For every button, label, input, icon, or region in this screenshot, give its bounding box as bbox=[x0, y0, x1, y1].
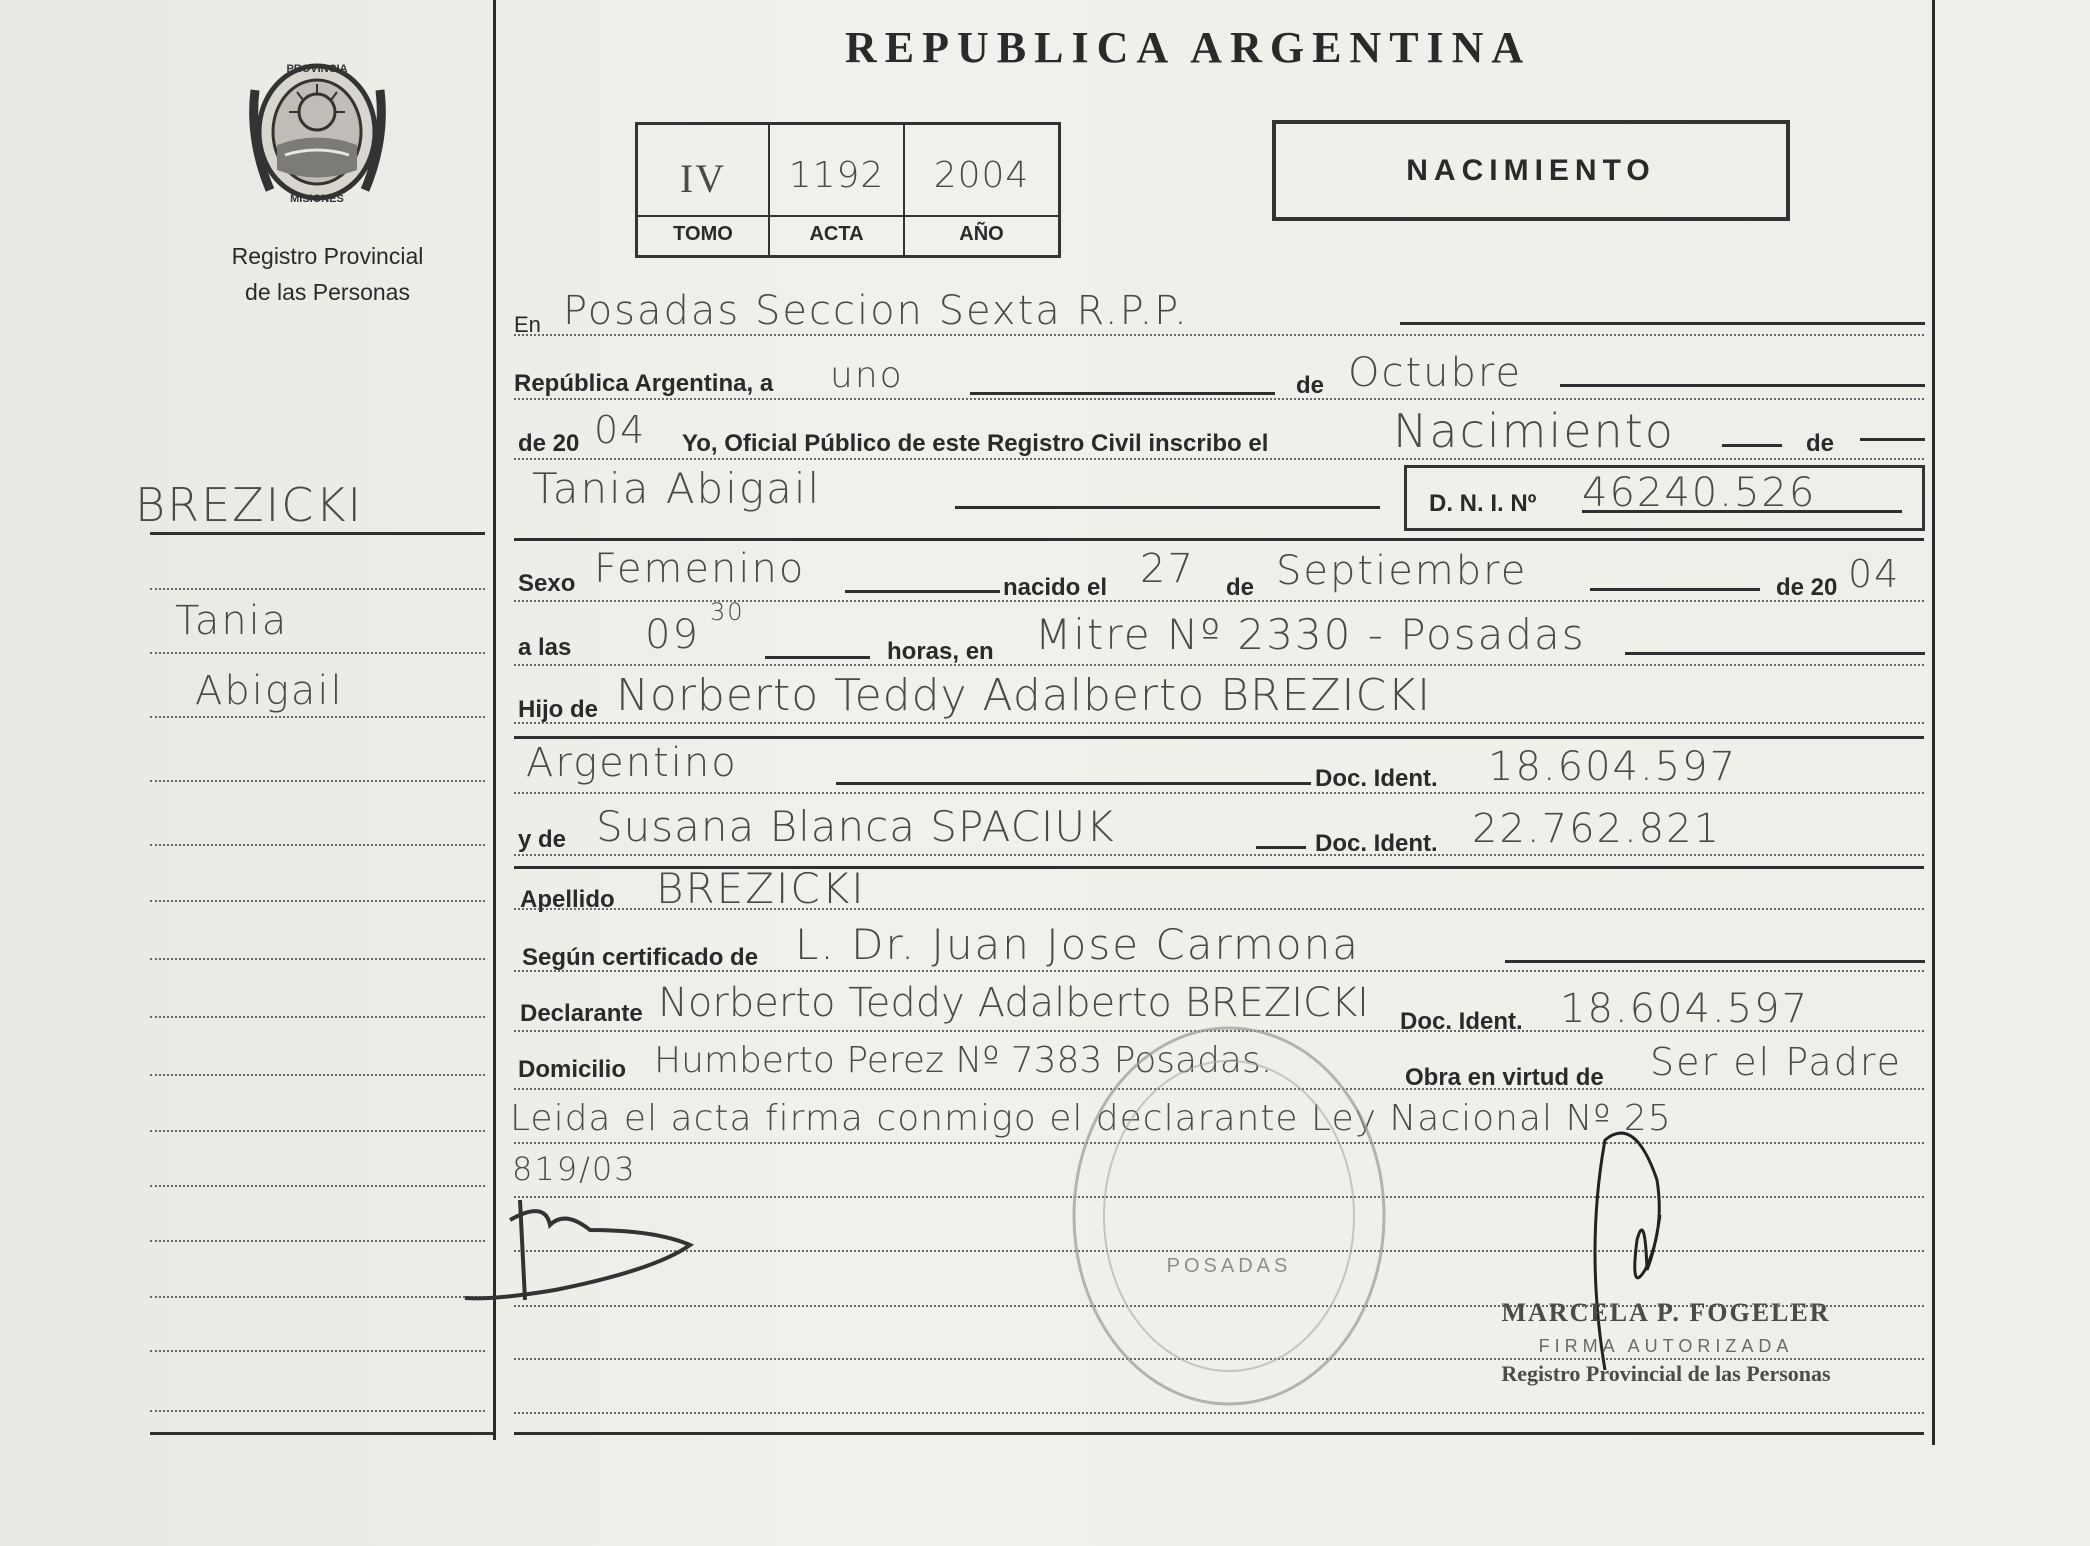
misiones-emblem-icon bbox=[245, 50, 390, 210]
sidebar-line bbox=[150, 1350, 485, 1352]
sexo-line bbox=[845, 590, 1000, 593]
month-value: Octubre bbox=[1348, 350, 1523, 396]
yde-dots bbox=[514, 854, 1924, 856]
time-line bbox=[765, 656, 870, 659]
dni-label: D. N. I. Nº bbox=[1429, 490, 1537, 517]
sidebar-line bbox=[150, 780, 485, 782]
act-line bbox=[1722, 444, 1782, 447]
official-role: FIRMA AUTORIZADA bbox=[1538, 1336, 1794, 1356]
declarante-value: Norberto Teddy Adalberto BREZICKI bbox=[658, 980, 1369, 1026]
sidebar-line bbox=[150, 716, 485, 718]
apellido-label: Apellido bbox=[520, 886, 615, 913]
mother-line bbox=[1256, 846, 1306, 849]
en-label: En bbox=[514, 312, 541, 337]
doc-label-father: Doc. Ident. bbox=[1315, 765, 1438, 792]
page-title: REPUBLICA ARGENTINA bbox=[845, 23, 1532, 72]
declarante-doc: 18.604.597 bbox=[1560, 986, 1810, 1032]
year-prefix: de 20 bbox=[518, 430, 580, 457]
record-type-box bbox=[1272, 120, 1790, 221]
segun-dots bbox=[514, 970, 1924, 972]
minute-value: 30 bbox=[710, 598, 745, 626]
domicilio-value: Humberto Perez Nº 7383 Posadas. bbox=[654, 1040, 1273, 1081]
place-line bbox=[1625, 652, 1925, 655]
registry-line-1: Registro Provincial bbox=[231, 243, 424, 269]
svg-text:POSADAS: POSADAS bbox=[1166, 1255, 1292, 1277]
mother-value: Susana Blanca SPACIUK bbox=[596, 802, 1115, 851]
en-dots bbox=[514, 334, 1924, 336]
father-value: Norberto Teddy Adalberto BREZICKI bbox=[616, 670, 1432, 721]
name-value: Tania Abigail bbox=[532, 464, 822, 513]
official-office: Registro Provincial de las Personas bbox=[1501, 1361, 1831, 1386]
declarant-signature bbox=[455, 1190, 715, 1320]
sidebar-line bbox=[150, 1240, 485, 1242]
domicilio-label: Domicilio bbox=[518, 1056, 627, 1083]
sidebar-line bbox=[150, 900, 485, 902]
obra-value: Ser el Padre bbox=[1650, 1040, 1902, 1084]
mother-doc: 22.762.821 bbox=[1472, 806, 1722, 852]
svg-text:MISIONES: MISIONES bbox=[290, 193, 344, 205]
registry-line-2: de las Personas bbox=[245, 279, 410, 305]
obra-label: Obra en virtud de bbox=[1405, 1064, 1604, 1091]
sidebar-bottom-rule bbox=[150, 1432, 493, 1435]
segun-line bbox=[1505, 960, 1925, 963]
birth-year: 04 bbox=[1848, 552, 1901, 596]
sexo-value: Femenino bbox=[594, 546, 806, 592]
svg-text:PROVINCIA: PROVINCIA bbox=[286, 63, 348, 75]
name-line bbox=[955, 506, 1380, 509]
day-line bbox=[970, 392, 1275, 395]
father-doc: 18.604.597 bbox=[1488, 744, 1738, 790]
dni-box bbox=[1404, 465, 1925, 531]
tomo-value: IV bbox=[679, 156, 727, 201]
rep-dots bbox=[514, 398, 1924, 400]
en-value: Posadas Seccion Sexta R.P.P. bbox=[563, 288, 1189, 334]
sidebar-line bbox=[150, 652, 485, 654]
hour-value: 09 bbox=[645, 612, 700, 658]
year-value: 04 bbox=[594, 408, 647, 452]
ano-label: AÑO bbox=[959, 223, 1004, 245]
sidebar-given-2: Abigail bbox=[195, 668, 344, 714]
birth-day: 27 bbox=[1140, 546, 1195, 592]
de-label: de bbox=[1296, 372, 1325, 399]
segun-label: Según certificado de bbox=[522, 944, 759, 971]
hijo-rule bbox=[514, 736, 1924, 739]
doc-label-declarante: Doc. Ident. bbox=[1400, 1008, 1523, 1035]
alas-dots bbox=[514, 664, 1924, 666]
record-table bbox=[635, 122, 1061, 258]
act-value: Nacimiento bbox=[1393, 404, 1675, 458]
hijo-label: Hijo de bbox=[518, 696, 599, 723]
hijo-dots bbox=[514, 722, 1924, 724]
sidebar-rule bbox=[150, 532, 485, 535]
yde-label: y de bbox=[518, 826, 567, 853]
birth-month: Septiembre bbox=[1276, 548, 1528, 594]
dni-value: 46240.526 bbox=[1582, 470, 1817, 516]
inscribe-text: Yo, Oficial Público de este Registro Civil inscribo el bbox=[682, 430, 1269, 457]
month-line bbox=[1560, 384, 1925, 387]
sidebar-line bbox=[150, 1074, 485, 1076]
declarante-label: Declarante bbox=[520, 1000, 643, 1027]
inscribe-dots bbox=[514, 458, 1924, 460]
record-type: NACIMIENTO bbox=[1406, 154, 1656, 187]
bottom-rule bbox=[514, 1432, 1924, 1435]
sidebar-line bbox=[150, 1185, 485, 1187]
tomo-label: TOMO bbox=[673, 223, 733, 245]
official-name: MARCELA P. FOGELER bbox=[1501, 1298, 1831, 1327]
sidebar-given-1: Tania bbox=[175, 598, 289, 644]
sidebar-line bbox=[150, 1130, 485, 1132]
doc-label-mother: Doc. Ident. bbox=[1315, 830, 1438, 857]
horas-label: horas, en bbox=[887, 638, 994, 665]
table-divider bbox=[638, 215, 1058, 217]
official-stamp bbox=[1456, 1298, 1876, 1387]
sidebar-line bbox=[150, 1016, 485, 1018]
ano-value: 2004 bbox=[933, 155, 1030, 196]
nat-line bbox=[836, 782, 1311, 785]
alas-label: a las bbox=[518, 634, 572, 661]
de-label-3: de bbox=[1226, 574, 1255, 601]
sidebar-line bbox=[150, 1296, 485, 1298]
rep-label: República Argentina, a bbox=[514, 370, 774, 397]
acta-label: ACTA bbox=[809, 223, 864, 245]
sidebar-line bbox=[150, 844, 485, 846]
en-line bbox=[1400, 322, 1925, 325]
segun-value: L. Dr. Juan Jose Carmona bbox=[795, 920, 1360, 969]
de-label-2: de bbox=[1806, 430, 1835, 457]
sidebar-line bbox=[150, 958, 485, 960]
day-value: uno bbox=[830, 355, 904, 396]
note-line-2: 819/03 bbox=[512, 1150, 637, 1188]
apellido-value: BREZICKI bbox=[656, 864, 866, 913]
nacido-label: nacido el bbox=[1003, 574, 1108, 601]
birth-month-line bbox=[1590, 588, 1760, 591]
official-seal bbox=[1062, 1016, 1397, 1416]
sidebar-line bbox=[150, 1410, 485, 1412]
apellido-dots bbox=[514, 908, 1924, 910]
section-rule bbox=[514, 538, 1924, 541]
birth-year-prefix: de 20 bbox=[1776, 574, 1838, 601]
de-line bbox=[1860, 438, 1925, 441]
sexo-label: Sexo bbox=[518, 570, 576, 597]
sidebar-line bbox=[150, 588, 485, 590]
acta-value: 1192 bbox=[788, 155, 885, 196]
registry-name bbox=[180, 238, 475, 310]
right-border bbox=[1932, 0, 1935, 1445]
nat-dots bbox=[514, 792, 1924, 794]
place-value: Mitre Nº 2330 - Posadas bbox=[1035, 610, 1586, 659]
note-line-1: Leida el acta firma conmigo el declarante Ley Nacional Nº 25 bbox=[510, 1098, 1672, 1139]
dni-line bbox=[1582, 510, 1902, 513]
father-nationality: Argentino bbox=[526, 740, 738, 786]
sidebar-surname: BREZICKI bbox=[135, 478, 364, 532]
